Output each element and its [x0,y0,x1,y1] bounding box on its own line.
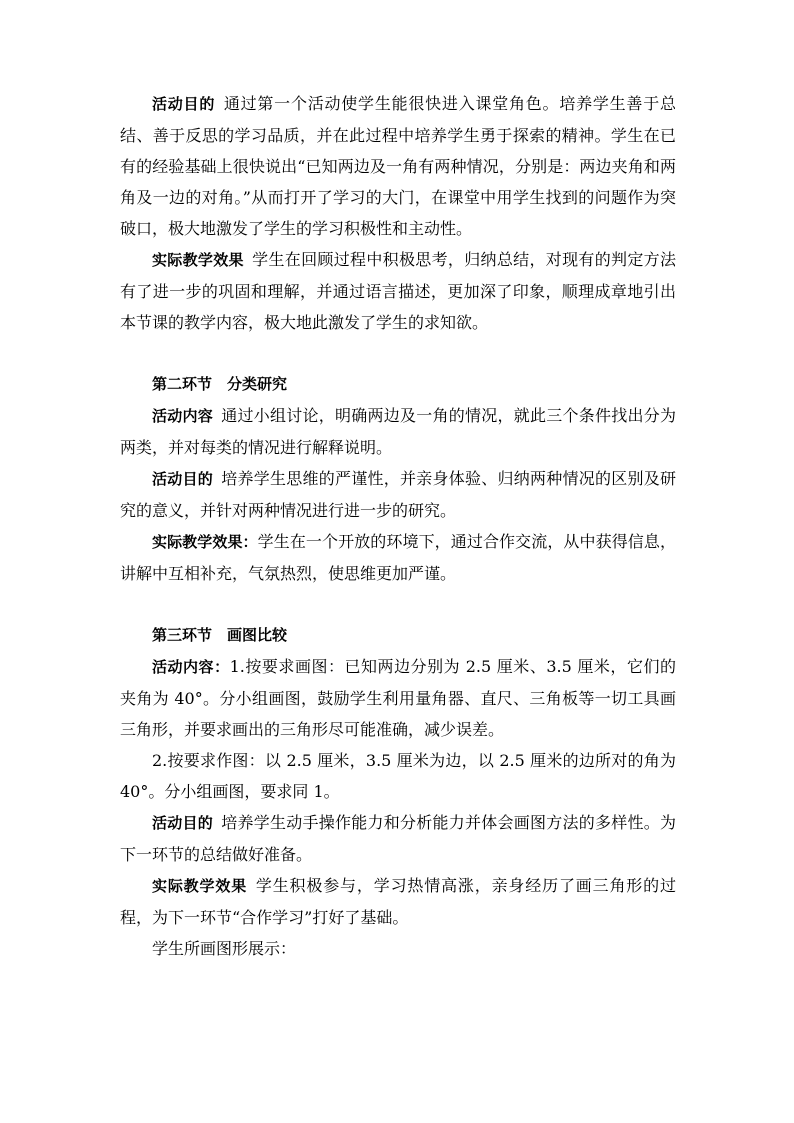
effect-text: 学生在回顾过程中积极思考，归纳总结，对现有的判定方法有了进一步的巩固和理解，并通过语言描述，更加深了印象，顺理成章地引出本节课的教学内容，极大地此激发了学生的求知欲。 [120,250,676,332]
section1-purpose-paragraph [120,88,676,244]
section3-purpose-paragraph [120,807,676,870]
content-text-2: 2.按要求作图：以 2.5 厘米，3.5 厘米为边，以 2.5 厘米的边所对的角为 40°。分小组画图，要求同 1。 [120,751,676,801]
purpose-text: 培养学生动手操作能力和分析能力并体会画图方法的多样性。为下一环节的总结做好准备。 [120,813,676,864]
effect-label: 实际教学效果 [152,251,244,269]
purpose-label: 活动目的 [152,95,216,113]
purpose-label: 活动目的 [152,470,213,488]
content-label: 活动内容 [152,407,213,425]
content-label: 活动内容： [152,658,230,676]
section3-content-paragraph [120,651,676,745]
section2-effect-paragraph [120,526,676,589]
content-text: 通过小组讨论，明确两边及一角的情况，就此三个条件找出分为两类，并对每类的情况进行解释说明。 [120,406,676,457]
section2-content-paragraph [120,400,676,463]
purpose-text: 通过第一个活动使学生能很快进入课堂角色。培养学生善于总结、善于反思的学习品质，并在此过程中培养学生勇于探索的精神。学生在已有的经验基础上很快说出“已知两边及一角有两种情况，分别是：两边夹角和两角及一边的对角。”从而打开了学习的大门，在课堂中用学生找到的问题作为突破口，极大地激发了学生的学习积极性和主动性。 [120,94,676,238]
effect-text: 学生积极参与，学习热情高涨，亲身经历了画三角形的过程，为下一环节“合作学习”打好了基础。 [120,876,676,927]
spacer [120,338,676,369]
effect-label: 实际教学效果 [152,877,248,895]
content-text: 1.按要求画图：已知两边分别为 2.5 厘米、3.5 厘米，它们的夹角为 40°。分小组画图，鼓励学生利用量角器、直尺、三角板等一切工具画三角形，并要求画出的三角形尽可能准确，减少误差。 [120,657,676,739]
purpose-label: 活动目的 [152,814,213,832]
section1-effect-paragraph [120,244,676,338]
section3-content-paragraph-2 [120,745,676,807]
effect-label: 实际教学效果： [152,533,258,551]
section3-heading: 第三环节 画图比较 [152,626,288,644]
section3-display-paragraph: 学生所画图形展示： [152,939,297,958]
effect-text: 学生在一个开放的环境下，通过合作交流，从中获得信息，讲解中互相补充，气氛热烈，使思维更加严谨。 [120,532,676,583]
spacer [120,589,676,620]
section2-purpose-paragraph [120,463,676,526]
purpose-text: 培养学生思维的严谨性，并亲身体验、归纳两种情况的区别及研究的意义，并针对两种情况进行进一步的研究。 [120,469,676,520]
section2-heading: 第二环节 分类研究 [152,375,288,393]
section3-effect-paragraph [120,870,676,933]
